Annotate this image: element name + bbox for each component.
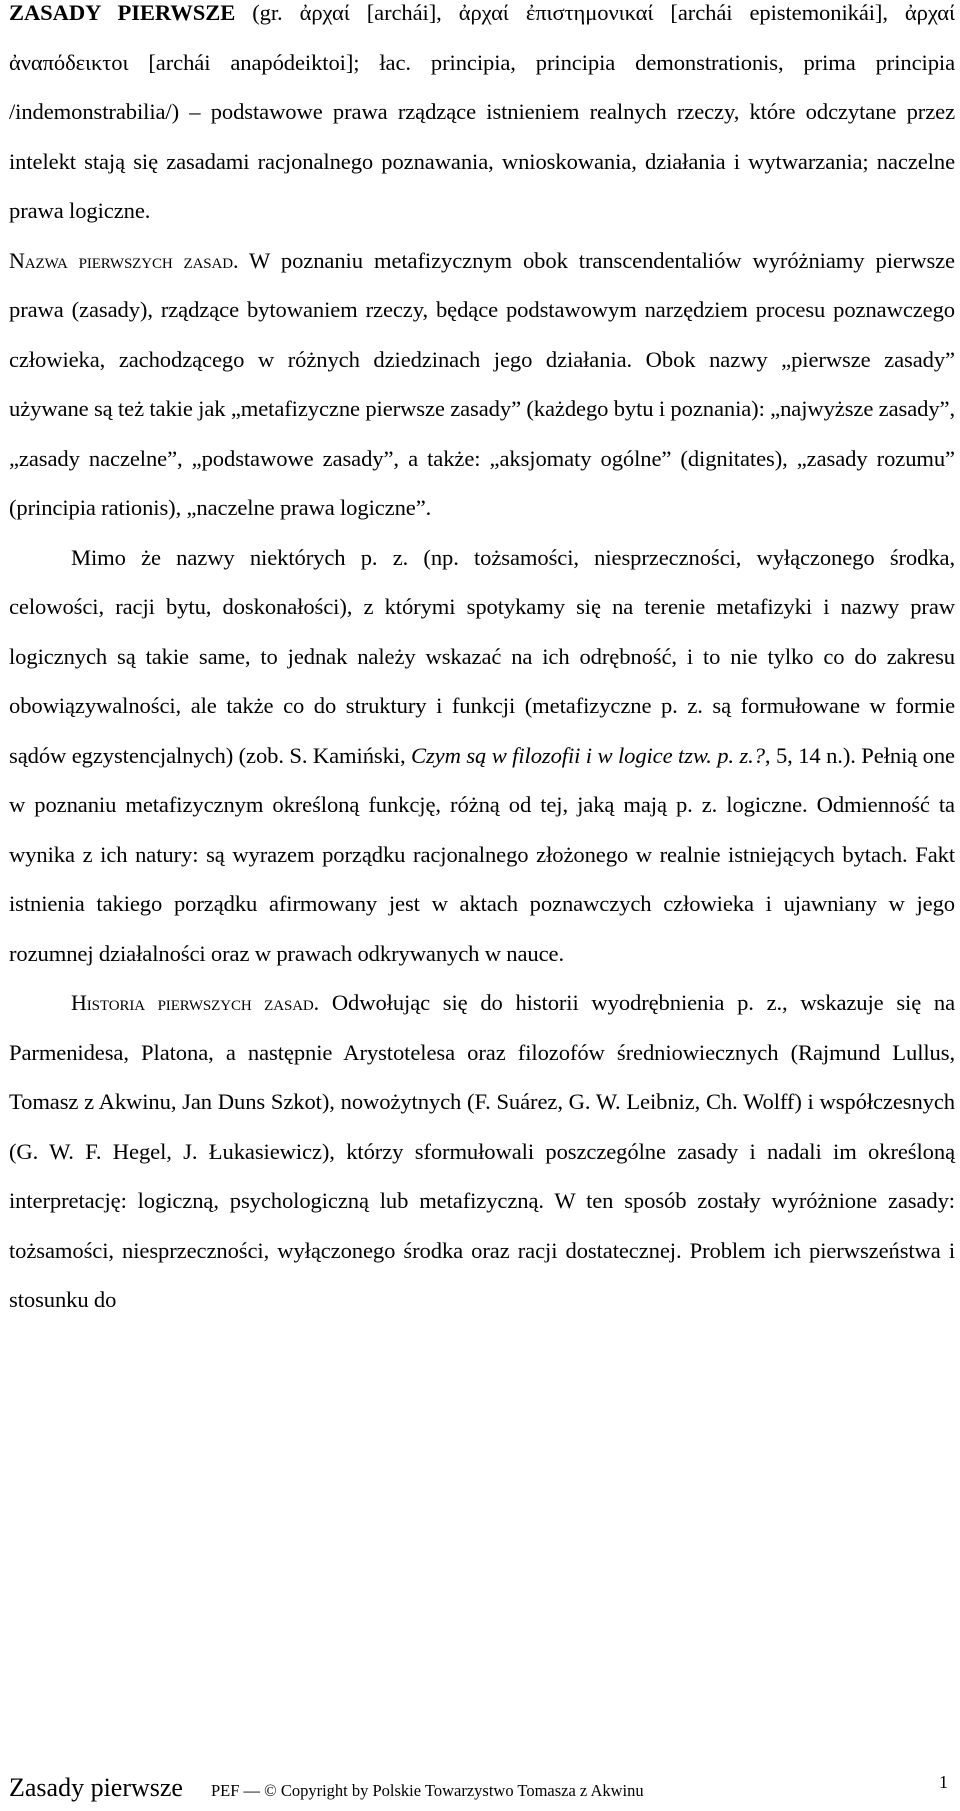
footer-title: Zasady pierwsze xyxy=(9,1773,183,1802)
section-heading-history: Historia pierwszych zasad. xyxy=(71,990,320,1015)
entry-intro-text: (gr. ἀρχαί [archái], ἀρχαί ἐπιστημονικαί [archái epistemonikái], ἀρχαί ἀναπόδεικτοι [archái anapódeiktoi]; łac. principia, principia demonstrationis, prima principia /indemonstrabilia/) – podstawowe prawa rządzące istnieniem realnych rzeczy, które odczytane przez intelekt stają się zasadami racjonalnego poznawania, wnioskowania, działania i wytwarzania; naczelne prawa logiczne. xyxy=(9,0,955,223)
section-heading-name: Nazwa pierwszych zasad. xyxy=(9,247,239,273)
citation-title: Czym są w filozofii i w logice tzw. p. z.? xyxy=(411,742,765,768)
document-page xyxy=(9,0,955,1325)
mimo-text-after: , 5, 14 n.). Pełnią one w poznaniu metafizycznym określoną funkcję, różną od tej, jaką mają p. z. logiczne. Odmienność ta wynika z ich natury: są wyrazem porządku racjonalnego złożonego w realnie istniejących bytach. Fakt istnienia takiego porządku afirmowany jest w aktach poznawczych człowieka i ujawniany w jego rozumnej działalności oraz w prawach odkrywanych w nauce. xyxy=(9,742,955,966)
section-name-paragraph xyxy=(9,236,955,533)
footer-copyright: PEF — © Copyright by Polskie Towarzystwo Tomasza z Akwinu xyxy=(210,1781,644,1800)
entry-paragraph xyxy=(9,0,955,236)
page-number: 1 xyxy=(939,1772,948,1792)
mimo-paragraph xyxy=(9,533,955,979)
mimo-text-before: Mimo że nazwy niektórych p. z. (np. tożsamości, niesprzeczności, wyłączonego środka, celowości, racji bytu, doskonałości), z którymi spotykamy się na terenie metafizyki i nazwy praw logicznych są takie same, to jednak należy wskazać na ich odrębność, i to nie tylko co do zakresu obowiązywalności, ale także co do struktury i funkcji (metafizyczne p. z. są formułowane w formie sądów egzystencjalnych) (zob. S. Kamiński, xyxy=(9,544,955,768)
entry-headword: ZASADY PIERWSZE xyxy=(9,0,236,25)
section-name-text: W poznaniu metafizycznym obok transcendentaliów wyróżniamy pierwsze prawa (zasady), rządzące bytowaniem rzeczy, będące podstawowym narzędziem procesu poznawczego człowieka, zachodzącego w różnych dziedzinach jego działania. Obok nazwy „pierwsze zasady” używane są też takie jak „metafizyczne pierwsze zasady” (każdego bytu i poznania): „najwyższe zasady”, „zasady naczelne”, „podstawowe zasady”, a także: „aksjomaty ogólne” (dignitates), „zasady rozumu” (principia rationis), „naczelne prawa logiczne”. xyxy=(9,247,955,520)
section-history-paragraph xyxy=(9,978,955,1325)
page-footer xyxy=(9,1773,948,1809)
section-history-text: Odwołując się do historii wyodrębnienia p. z., wskazuje się na Parmenidesa, Platona, a następnie Arystotelesa oraz filozofów średniowiecznych (Rajmund Lullus, Tomasz z Akwinu, Jan Duns Szkot), nowożytnych (F. Suárez, G. W. Leibniz, Ch. Wolff) i współczesnych (G. W. F. Hegel, J. Łukasiewicz), którzy sformułowali poszczególne zasady i nadali im określoną interpretację: logiczną, psychologiczną lub metafizyczną. W ten sposób zostały wyróżnione zasady: tożsamości, niesprzeczności, wyłączonego środka oraz racji dostatecznej. Problem ich pierwszeństwa i stosunku do xyxy=(9,990,955,1312)
